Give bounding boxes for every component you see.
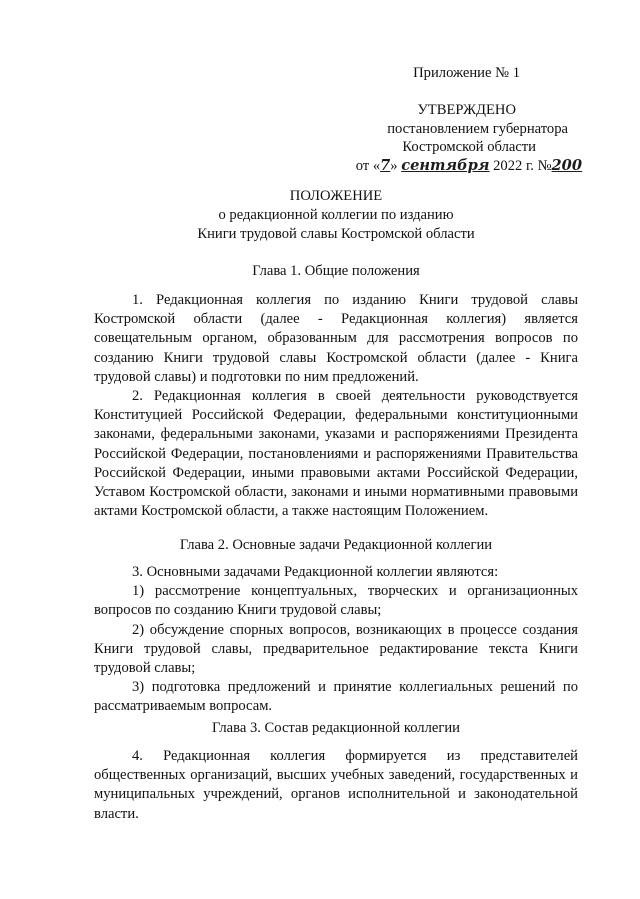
doc-subtitle-2: Книги трудовой славы Костромской области <box>197 226 475 242</box>
task-item-1: 1) рассмотрение концептуальных, творческих и организационных вопросов по созданию Книги трудовой славы; <box>94 583 578 619</box>
chapter-3-body <box>94 747 578 824</box>
approval-line-2: Костромской области <box>402 139 536 155</box>
doc-title: ПОЛОЖЕНИЕ <box>289 188 383 204</box>
approval-block <box>94 64 582 174</box>
paragraph-1: 1. Редакционная коллегия по изданию Книги трудовой славы Костромской области (далее - Редакционная коллегия) является совещательным органом, образованным для рассмотрения вопросов по созданию Книги трудовой славы Костромской области (далее - Книга трудовой славы) и подготовки по ним предложений. <box>94 292 578 385</box>
date-mid: » <box>390 158 398 174</box>
date-prefix: от « <box>355 158 381 174</box>
date-number: 200 <box>551 157 582 174</box>
annex-label: Приложение № 1 <box>413 65 520 81</box>
date-year: 2022 г. № <box>493 158 552 174</box>
date-day: 7 <box>380 157 391 174</box>
approved-label: УТВЕРЖДЕНО <box>417 102 516 118</box>
paragraph-2: 2. Редакционная коллегия в своей деятельности руководствуется Конституцией Российской Федерации, федеральными конституционными законами, федеральными законами, указами и распоряжениями Президента Российской Федерации, постановлениями и распоряжениями Правительства Российской Федерации, иными правовыми актами Российской Федерации, Уставом Костромской области, законами и иными нормативными правовыми актами Костромской области, а также настоящим Положением. <box>94 388 578 520</box>
paragraph-3: 3. Основными задачами Редакционной коллегии являются: <box>132 564 499 580</box>
doc-subtitle-1: о редакционной коллегии по изданию <box>218 207 454 223</box>
chapter-1-heading: Глава 1. Общие положения <box>252 263 420 279</box>
approval-date <box>356 156 582 176</box>
approval-line-1: постановлением губернатора <box>387 121 568 137</box>
chapter-2-heading: Глава 2. Основные задачи Редакционной коллегии <box>179 537 493 553</box>
task-item-2: 2) обсуждение спорных вопросов, возникающих в процессе создания Книги трудовой славы, предварительное редактирование текста Книги трудовой славы; <box>94 621 578 677</box>
chapter-3-heading: Глава 3. Состав редакционной коллегии <box>212 720 460 736</box>
chapter-2-body <box>94 563 578 717</box>
paragraph-4: 4. Редакционная коллегия формируется из представителей общественных организаций, высших учебных заведений, государственных и муниципальных учреждений, органов исполнительной и законодательной власти. <box>94 748 578 822</box>
chapter-1-body <box>94 291 578 521</box>
date-month: сентября <box>401 157 490 174</box>
task-item-3: 3) подготовка предложений и принятие коллегиальных решений по рассматриваемым вопросам. <box>94 679 578 715</box>
